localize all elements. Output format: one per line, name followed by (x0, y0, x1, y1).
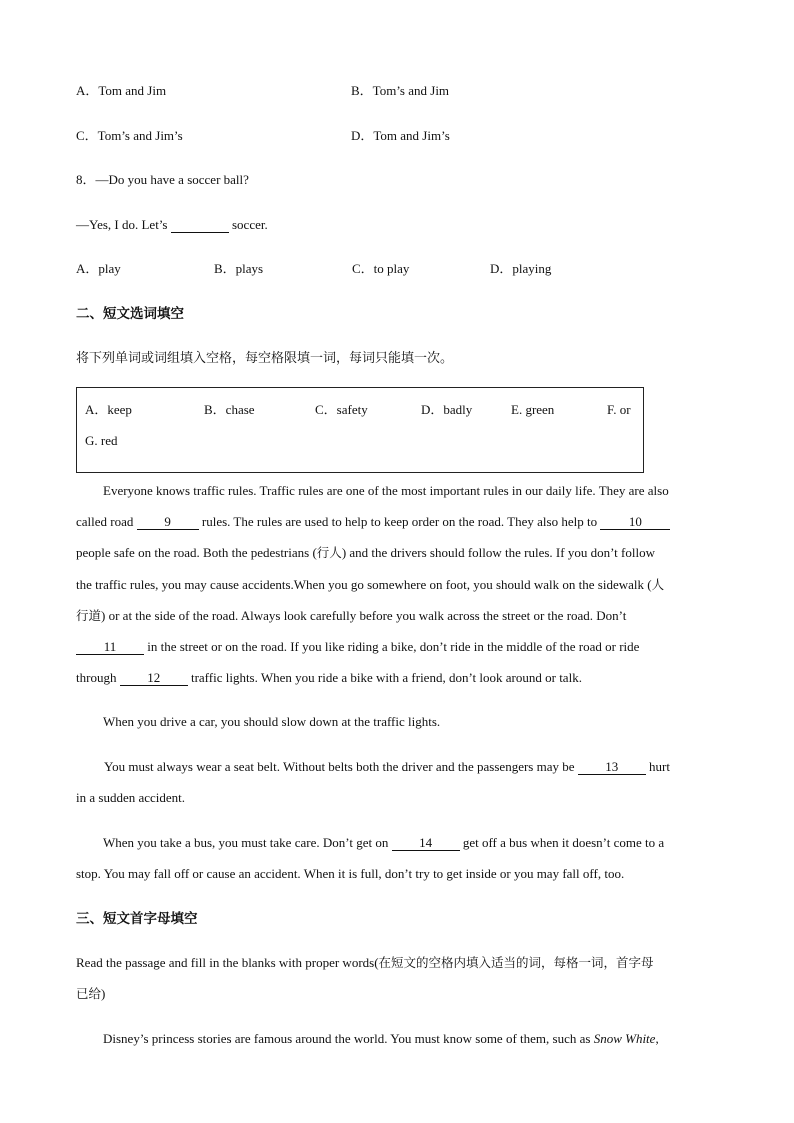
passage-text: ) or at the side of the road. Always look carefully before you walk across the street or the road. Don’t (101, 608, 627, 623)
passage-line-3 (76, 545, 655, 561)
word-c: C．safety (315, 402, 368, 417)
passage-line-1: Everyone knows traffic rules. Traffic rules are one of the most important rules in our daily life. They are also (103, 483, 669, 498)
instruction-text: Read the passage and fill in the blanks with proper words( (76, 955, 379, 970)
q8-reply-pre: —Yes, I do. Let’s (76, 217, 168, 232)
word-a: A．keep (85, 402, 132, 417)
passage-text: ) and the drivers should follow the rules. If you don’t follow (341, 545, 655, 560)
passage-text: traffic lights. When you ride a bike with a friend, don’t look around or talk. (190, 670, 582, 685)
passage-text: get off a bus when it doesn’t come to a (462, 835, 665, 850)
passage-line-5 (76, 608, 626, 624)
passage-text: in the street or on the road. If you like riding a bike, don’t ride in the middle of the road or ride (147, 639, 640, 654)
blank-12: 12 (120, 671, 188, 686)
q8-option-d: D．playing (490, 261, 552, 276)
passage-text: , (655, 1031, 659, 1046)
q8-blank (171, 218, 229, 233)
blank-13: 13 (578, 760, 646, 775)
word-g: G. red (85, 433, 118, 448)
passage-paragraph-3 (104, 759, 670, 775)
passage-cjk: 行人 (316, 545, 342, 560)
word-e: E. green (511, 402, 555, 417)
instruction-cjk: 在短文的空格内填入适当的词，每格一词，首字母 (378, 955, 654, 970)
q7-option-c: C．Tom’s and Jim’s (76, 128, 183, 143)
instruction-cjk: 已给 (76, 986, 102, 1001)
passage-paragraph-2: When you drive a car, you should slow down at the traffic lights. (103, 714, 441, 729)
q8-stem: 8．—Do you have a soccer ball? (76, 172, 249, 187)
passage-paragraph-4-end: stop. You may fall off or cause an accident. When it is full, don’t try to get inside or you may fall off, too. (76, 866, 625, 881)
blank-11: 11 (76, 640, 144, 655)
word-b: B．chase (204, 402, 255, 417)
passage-text: the traffic rules, you may cause accidents.When you go somewhere on foot, you should walk on the sidewalk ( (76, 577, 652, 592)
blank-10: 10 (600, 515, 670, 530)
q8-reply (76, 217, 268, 233)
q8-option-b: B．plays (214, 261, 264, 276)
word-bank-box (76, 387, 644, 473)
passage-text: called road (76, 514, 134, 529)
passage-text: Disney’s princess stories are famous around the world. You must know some of them, such as (103, 1031, 591, 1046)
passage-line-4 (76, 577, 664, 593)
passage-cjk: 人 (651, 577, 665, 592)
passage-text: through (76, 670, 117, 685)
section2-heading: 二、短文选词填空 (76, 306, 184, 322)
q7-option-d: D．Tom and Jim’s (351, 128, 450, 143)
passage-paragraph-3-end: in a sudden accident. (76, 790, 186, 805)
passage-text: You must always wear a seat belt. Without belts both the driver and the passengers may be (104, 759, 575, 774)
section2-instruction: 将下列单词或词组填入空格，每空格限填一词，每词只能填一次。 (76, 351, 454, 366)
section3-instruction-end (76, 986, 105, 1002)
passage-text: When you take a bus, you must take care. Don’t get on (103, 835, 389, 850)
passage-text: hurt (649, 759, 670, 774)
section3-passage (103, 1031, 659, 1047)
q8-reply-post: soccer. (232, 217, 268, 232)
section3-heading: 三、短文首字母填空 (76, 911, 198, 927)
q7-option-b: B．Tom’s and Jim (351, 83, 450, 98)
passage-text: people safe on the road. Both the pedestrians ( (76, 545, 317, 560)
passage-text: rules. The rules are used to help to keep order on the road. They also help to (201, 514, 598, 529)
q7-option-a: A．Tom and Jim (76, 83, 167, 98)
section3-instruction (76, 955, 654, 971)
q8-option-a: A．play (76, 261, 121, 276)
passage-line-7 (76, 670, 582, 686)
word-f: F. or (607, 402, 631, 417)
word-d: D．badly (421, 402, 473, 417)
q8-option-c: C．to play (352, 261, 410, 276)
passage-paragraph-4 (103, 835, 664, 851)
instruction-text: ) (101, 986, 106, 1001)
blank-14: 14 (392, 836, 460, 851)
passage-cjk: 行道 (76, 608, 102, 623)
blank-9: 9 (137, 515, 199, 530)
passage-line-6 (76, 639, 639, 655)
passage-line-2 (76, 514, 670, 530)
story-title: Snow White (593, 1031, 656, 1046)
